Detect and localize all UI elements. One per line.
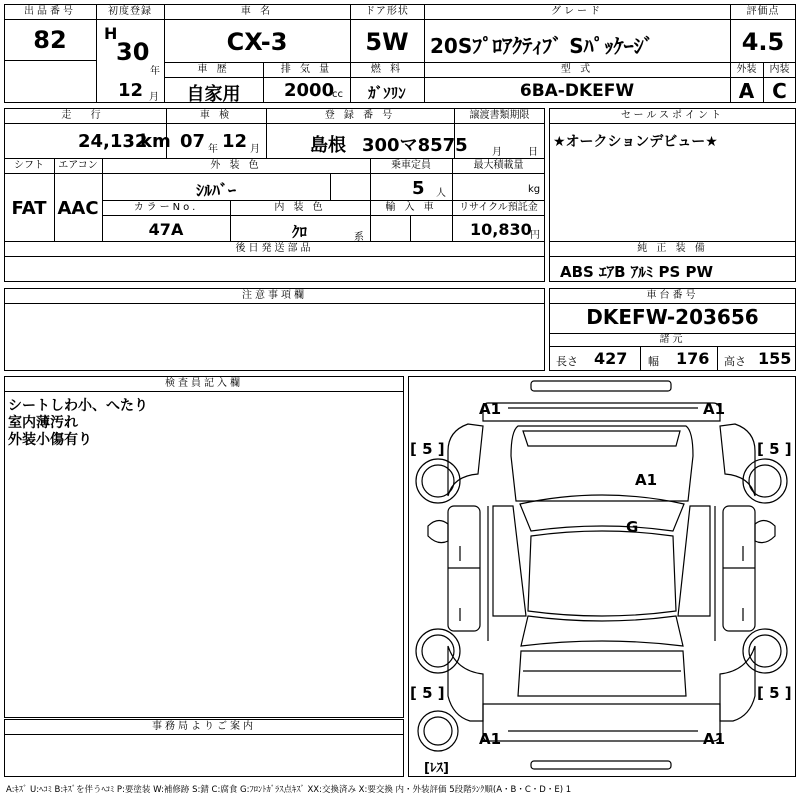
recycle-label: リサイクル預託金 [459, 202, 538, 213]
door-value: 5W [365, 28, 409, 56]
insp-month-unit: 月 [250, 144, 260, 155]
displacement-label: 排 気 量 [280, 64, 333, 75]
divider [4, 60, 96, 61]
divider [410, 215, 411, 242]
damage-mark: A1 [703, 400, 726, 418]
divider [717, 346, 718, 371]
divider [549, 303, 796, 304]
capacity-label: 乗車定員 [391, 160, 431, 171]
displacement-unit: cc [332, 89, 343, 100]
fuel-label: 燃 料 [370, 64, 404, 75]
insp-year: 07 [180, 131, 206, 152]
legend: A:ｷｽﾞ U:ﾍｺﾐ B:ｷｽﾞを伴うﾍｺﾐ P:要塗装 W:補修跡 S:錆 C:腐食 G:ﾌﾛﾝﾄｶﾞﾗｽ点ｷｽﾞ XX:交換済み X:要交換 内・外装評価 5段階ﾗﾝｸ順(A・B・C・D・E) 1 [6, 785, 572, 795]
divider [330, 173, 331, 200]
divider [4, 391, 404, 392]
length-value: 427 [594, 349, 628, 368]
divider [730, 77, 796, 78]
inspector-line: 外装小傷有り [8, 432, 92, 448]
ac-label: エアコン [58, 160, 98, 171]
divider [4, 123, 545, 124]
divider [4, 256, 545, 257]
fuel-value: ｶﾞｿﾘﾝ [368, 84, 406, 102]
width-label: 幅 [648, 355, 659, 368]
capacity-unit: 人 [436, 188, 446, 199]
sales-value: ★オークションデビュー★ [553, 134, 718, 150]
divider [164, 77, 730, 78]
tire-mark: [ 5 ] [410, 684, 445, 702]
damage-mark: G [626, 518, 639, 536]
first-reg-label: 初度登録 [108, 6, 152, 17]
genuine-value: ABS ｴｱB ｱﾙﾐ PS PW [560, 263, 714, 281]
specs-label: 諸元 [659, 334, 686, 345]
divider [4, 303, 545, 304]
shift-value: FAT [11, 198, 47, 219]
car-name: CX-3 [226, 28, 288, 56]
grade-value: 20Sﾌﾟﾛｱｸﾃｨﾌﾞ Sﾊﾟｯｹｰｼﾞ [430, 34, 654, 58]
int-color-unit: 系 [354, 232, 364, 243]
width-value: 176 [676, 349, 710, 368]
reg-region: 島根 [310, 135, 346, 156]
height-label: 高さ [724, 355, 746, 368]
int-color-value: ｸﾛ [292, 223, 308, 241]
transfer-day-unit: 日 [528, 147, 538, 158]
detail-block [4, 108, 545, 242]
transfer-label: 譲渡書類期限 [469, 110, 530, 121]
era-letter: H [104, 24, 118, 43]
capacity-value: 5 [412, 178, 425, 199]
sales-point-block [549, 108, 796, 242]
load-unit: kg [528, 184, 541, 195]
divider [102, 215, 545, 216]
tire-mark: [ 5 ] [757, 684, 792, 702]
divider [4, 734, 404, 735]
car-name-label: 車 名 [240, 6, 274, 17]
model-label: 型 式 [560, 64, 594, 75]
spare-label: [ﾚｽ] [424, 761, 449, 776]
interior-value: C [772, 79, 787, 103]
lot-value: 82 [33, 26, 67, 54]
color-no-value: 47A [148, 220, 184, 239]
divider [640, 346, 641, 371]
office-label: 事務局よりご案内 [152, 721, 256, 732]
genuine-label: 純 正 装 備 [637, 243, 708, 254]
grade-label: グレード [551, 6, 603, 17]
score-value: 4.5 [741, 28, 785, 56]
inspector-line: 室内薄汚れ [8, 415, 78, 431]
damage-mark: A1 [479, 400, 502, 418]
color-no-label: カラーNo. [133, 202, 199, 213]
lot-label: 出品番号 [24, 6, 76, 17]
interior-label: 内装 [769, 64, 790, 75]
damage-mark: A1 [703, 730, 726, 748]
transfer-month-unit: 月 [492, 147, 502, 158]
sales-label: セールスポイント [620, 110, 725, 121]
length-label: 長さ [556, 355, 578, 368]
month-unit: 月 [149, 92, 159, 103]
color-label: 外 装 色 [210, 160, 262, 171]
reg-label: 登 録 番 号 [324, 110, 396, 121]
mileage-label: 走 行 [61, 110, 109, 121]
month-value: 12 [118, 80, 144, 101]
score-label: 評価点 [746, 6, 780, 17]
damage-mark: A1 [479, 730, 502, 748]
damage-mark: A1 [635, 471, 658, 489]
door-label: ドア形状 [365, 6, 409, 17]
year-unit: 年 [150, 66, 160, 77]
year-value: 30 [116, 38, 150, 66]
mileage-value: 24,132 [78, 131, 148, 152]
divider [96, 4, 97, 103]
recycle-unit: 円 [530, 230, 540, 241]
inspector-line: シートしわ小、へたり [8, 398, 148, 414]
car-diagram [408, 376, 796, 777]
history-value: 自家用 [186, 84, 241, 105]
history-label: 車 歴 [197, 64, 230, 75]
exterior-value: A [738, 79, 755, 103]
recycle-value: 10,830 [470, 220, 532, 239]
later-parts-label: 後日発送部品 [235, 243, 314, 254]
chassis-value: DKEFW-203656 [586, 305, 759, 329]
model-value: 6BA-DKEFW [519, 81, 635, 101]
load-label: 最大積載量 [473, 160, 524, 171]
color-value: ｼﾙﾊﾞｰ [195, 181, 236, 200]
tire-mark: [ 5 ] [757, 440, 792, 458]
notes-label: 注意事項欄 [242, 290, 307, 301]
divider [549, 123, 796, 124]
exterior-label: 外装 [736, 64, 757, 75]
divider [4, 173, 545, 174]
inspection-label: 車 検 [199, 110, 233, 121]
import-label: 輸 入 車 [385, 202, 437, 213]
chassis-label: 車台番号 [646, 290, 699, 301]
insp-month: 12 [222, 131, 248, 152]
displacement-value: 2000 [284, 80, 335, 101]
shift-label: シフト [14, 160, 44, 171]
mileage-unit: km [140, 131, 171, 152]
divider [4, 19, 796, 20]
int-color-label: 内 装 色 [274, 202, 326, 213]
divider [549, 256, 796, 257]
inspector-label: 検査員記入欄 [165, 378, 243, 389]
ac-value: AAC [57, 198, 99, 219]
divider [549, 346, 796, 347]
height-value: 155 [758, 349, 792, 368]
reg-number: 300マ8575 [362, 135, 468, 156]
tire-mark: [ 5 ] [410, 440, 445, 458]
insp-year-unit: 年 [208, 144, 218, 155]
